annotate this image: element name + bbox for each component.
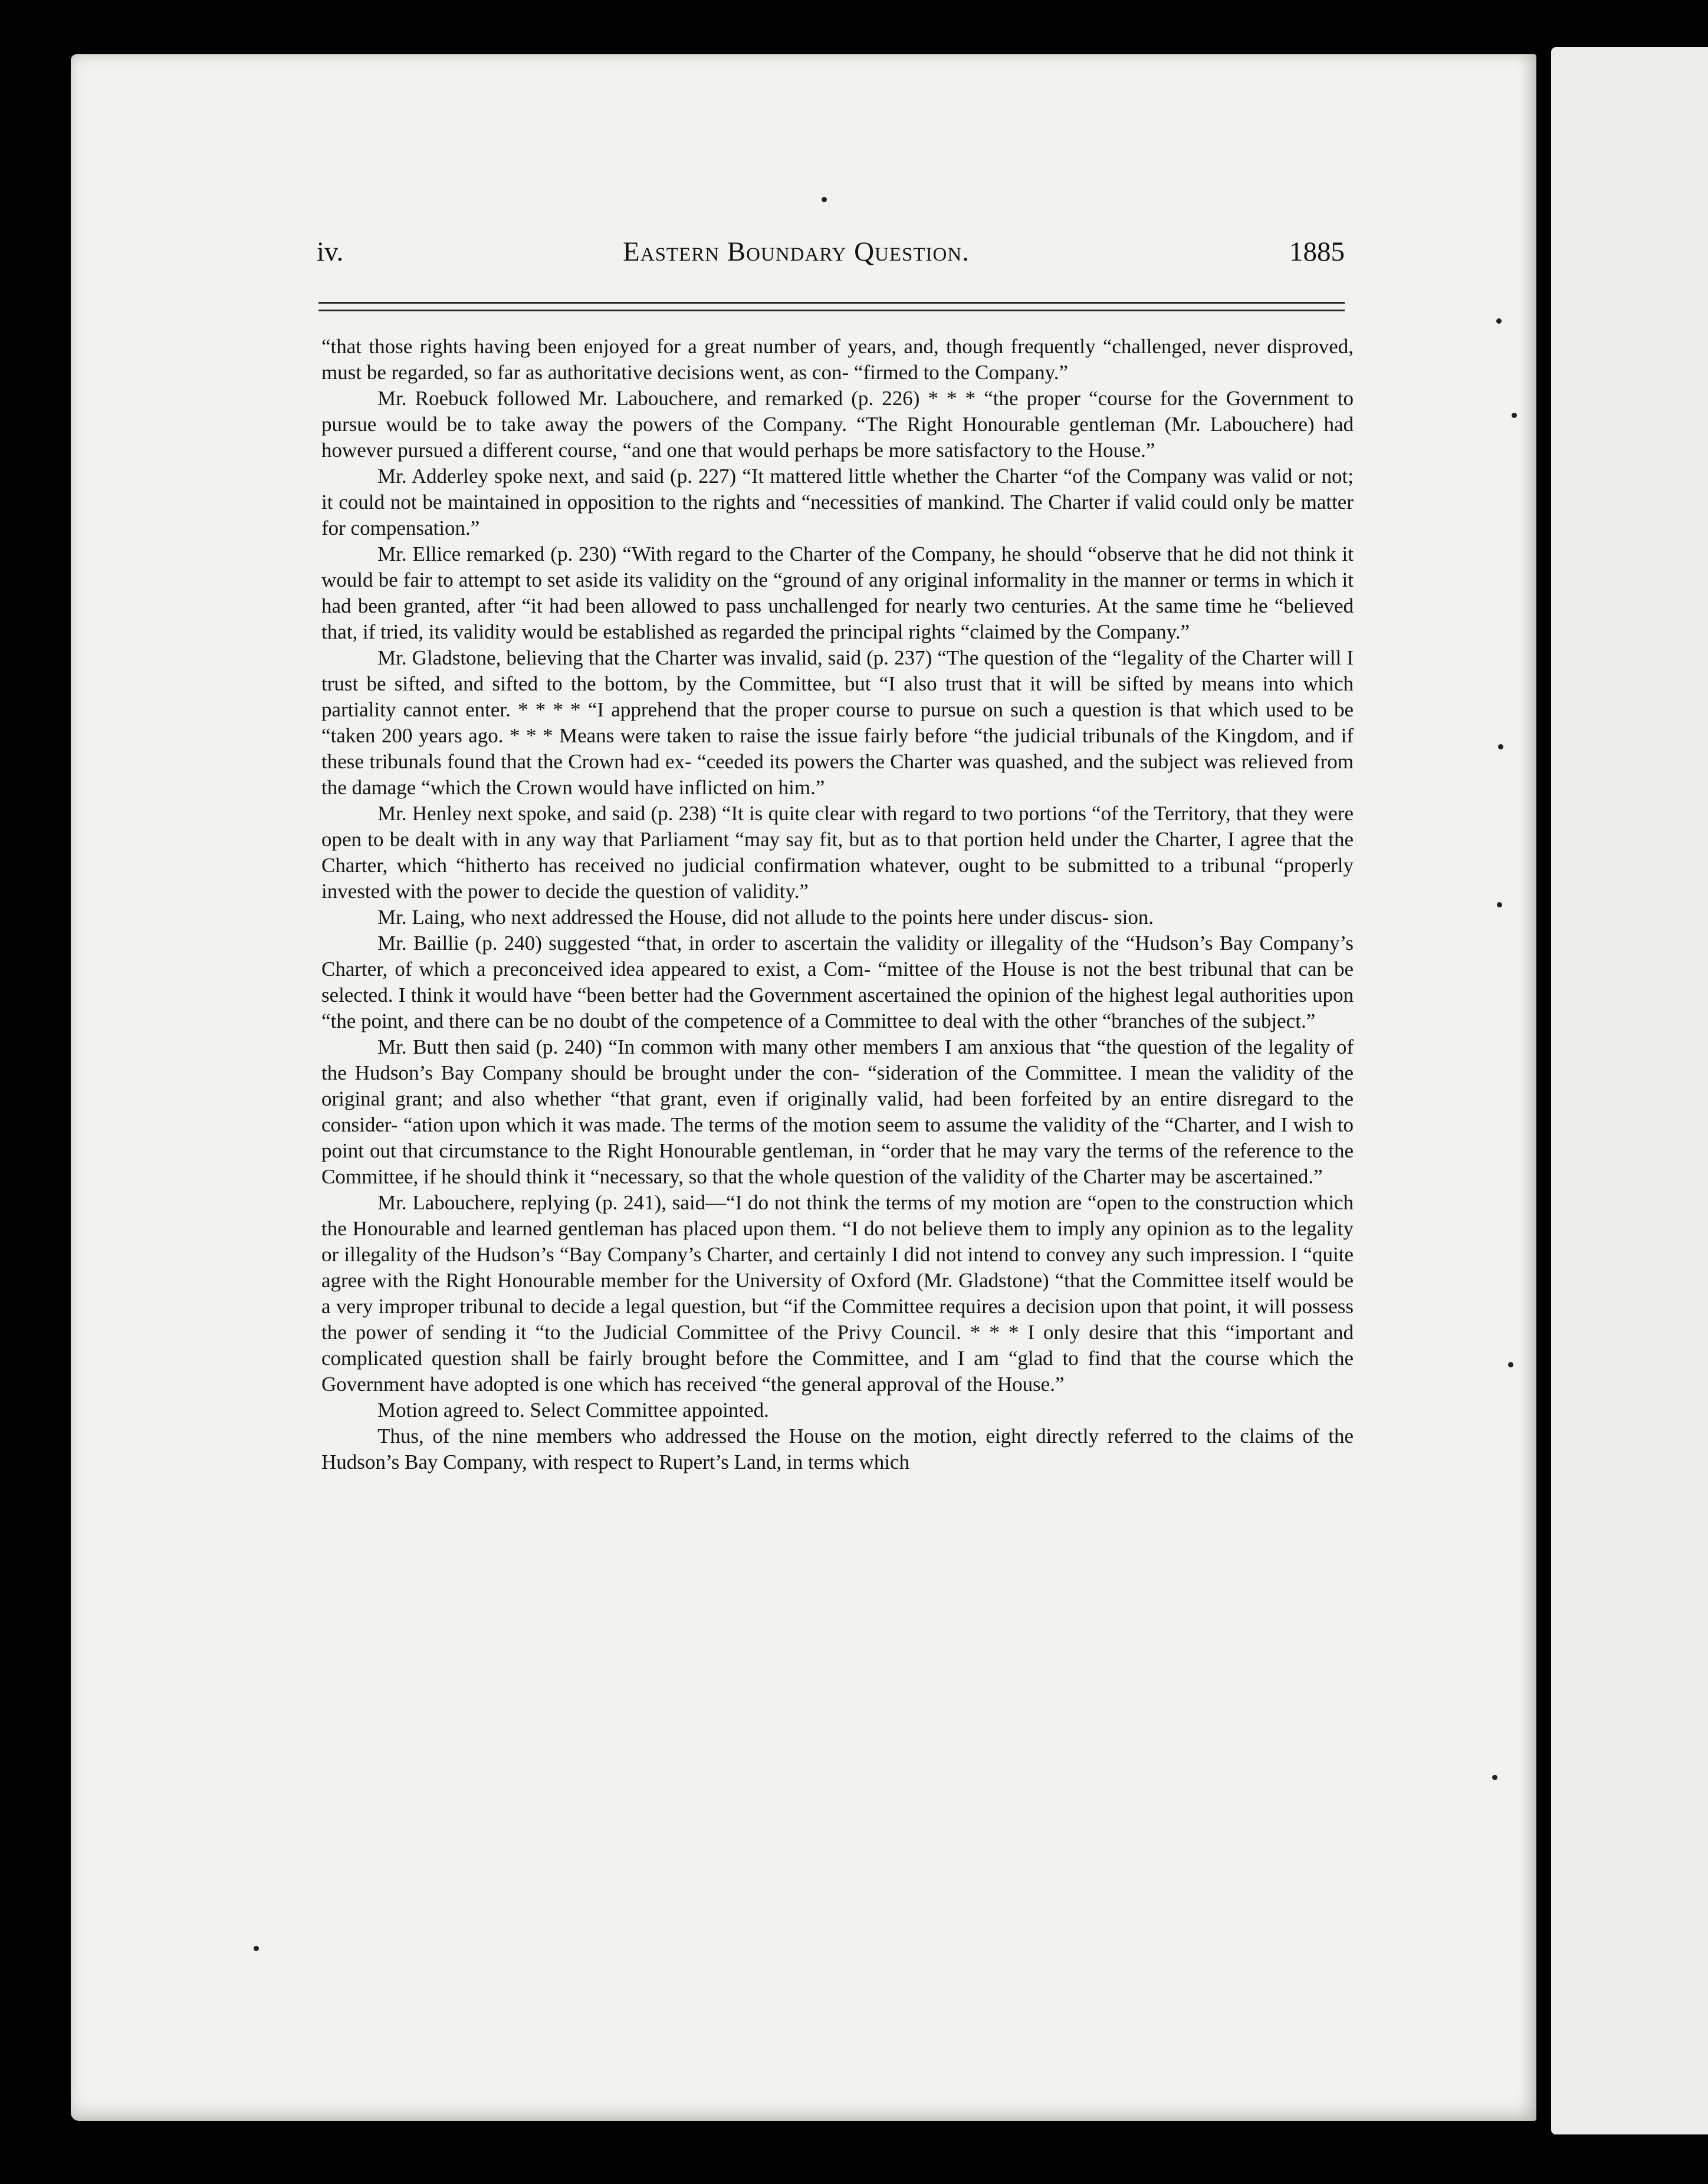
header-year: 1885	[1289, 236, 1345, 267]
paragraph: Mr. Henley next spoke, and said (p. 238) “It is quite clear with regard to two portions “of the Territory, that they were open to be dealt with in any way that Parliament “may say fit, but as to that portion held under the Charter, I agree that the Charter, which “hitherto has received no judicial confirmation whatever, ought to be submitted to a tribunal “properly invested with the power to decide the question of validity.”	[321, 802, 1354, 903]
paragraph: Mr. Roebuck followed Mr. Labouchere, and remarked (p. 226) * * * “the proper “course for the Government to pursue would be to take away the powers of the Company. “The Right Honourable gentleman (Mr. Labouchere) had however pursued a different course, “and one that would perhaps be more satisfactory to the House.”	[321, 387, 1354, 462]
paragraph: Mr. Baillie (p. 240) suggested “that, in order to ascertain the validity or illegality of the “Hudson’s Bay Company’s Charter, of which a preconceived idea appeared to exist, a Com- “mittee of the House is not the best tribunal that can be selected. I think it would have “been better had the Government ascertained the opinion of the highest legal authorities upon “the point, and there can be no doubt of the competence of a Committee to deal with the other “branches of the subject.”	[321, 932, 1354, 1032]
paragraph: “that those rights having been enjoyed for a great number of years, and, though frequently “challenged, never disproved, must be regarded, so far as authoritative decisions went, as con- “firmed to the Company.”	[321, 335, 1354, 384]
scan-speck	[1512, 413, 1517, 418]
running-header	[248, 236, 1345, 283]
scan-speck	[1508, 1362, 1513, 1367]
paragraph: Mr. Ellice remarked (p. 230) “With regard to the Charter of the Company, he should “observe that he did not think it would be fair to attempt to set aside its validity on the “ground of any original informality in the manner or terms in which it had been granted, after “it had been allowed to pass unchallenged for nearly two centuries. At the same time he “believed that, if tried, its validity would be established as regarded the principal rights “claimed by the Company.”	[321, 542, 1354, 643]
scan-speck	[1498, 744, 1503, 749]
paragraph: Thus, of the nine members who addressed the House on the motion, eight directly referred to the claims of the Hudson’s Bay Company, with respect to Rupert’s Land, in terms which	[321, 1425, 1354, 1473]
paragraph: Mr. Adderley spoke next, and said (p. 227) “It mattered little whether the Charter “of the Company was valid or not; it could not be maintained in opposition to the rights and “necessities of mankind. The Charter if valid could only be matter for compensation.”	[321, 465, 1354, 540]
scan-speck	[1492, 1775, 1497, 1780]
paragraph: Mr. Butt then said (p. 240) “In common with many other members I am anxious that “the question of the legality of the Hudson’s Bay Company should be brought under the con- “sideration of the Committee. I mean the validity of the original grant; and also whether “that grant, even if originally valid, had been forfeited by an entire disregard to the consider- “ation upon which it was made. The terms of the motion seem to assume the validity of the “Charter, and I wish to point out that circumstance to the Right Honourable gentleman, in “order that he may vary the terms of the reference to the Committee, if he should think it “necessary, so that the whole question of the validity of the Charter may be ascertained.”	[321, 1035, 1354, 1188]
paragraph: Mr. Labouchere, replying (p. 241), said—“I do not think the terms of my motion are “open to the construction which the Honourable and learned gentleman has placed upon them. “I do not believe them to imply any opinion as to the legality or illegality of the Hudson’s “Bay Company’s Charter, and certainly I did not intend to convey any such impression. I “quite agree with the Right Honourable member for the University of Oxford (Mr. Gladstone) “that the Committee itself would be a very improper tribunal to decide a legal question, but “if the Committee requires a decision upon that point, it will possess the power of sending it “to the Judicial Committee of the Privy Council. * * * I only desire that this “important and complicated question shall be fairly brought before the Committee, and I am “glad to find that the course which the Government have adopted is one which has received “the general approval of the House.”	[321, 1191, 1354, 1396]
scan-speck	[1497, 902, 1502, 907]
paragraph: Mr. Laing, who next addressed the House, did not allude to the points here under discus- sion.	[377, 906, 1154, 929]
adjacent-page-edge	[1551, 47, 1708, 2134]
header-rule	[318, 302, 1345, 311]
paragraph: Motion agreed to. Select Committee appointed.	[377, 1399, 769, 1422]
scan-speck	[1496, 318, 1502, 324]
page-folio: iv.	[317, 236, 344, 267]
scan-speck	[254, 1946, 259, 1951]
running-title: Eastern Boundary Question.	[623, 236, 970, 267]
scan-speck	[822, 197, 827, 202]
body-text	[321, 334, 1354, 1475]
paragraph: Mr. Gladstone, believing that the Charter was invalid, said (p. 237) “The question of the “legality of the Charter will I trust be sifted, and sifted to the bottom, by the Committee, but “I also trust that it will be sifted by means into which partiality cannot enter. * * * * “I apprehend that the proper course to pursue on such a question is that which used to be “taken 200 years ago. * * * Means were taken to raise the issue fairly before “the judicial tribunals of the Kingdom, and if these tribunals found that the Crown had ex- “ceeded its powers the Charter was quashed, and the subject was relieved from the damage “which the Crown would have inflicted on him.”	[321, 646, 1354, 799]
